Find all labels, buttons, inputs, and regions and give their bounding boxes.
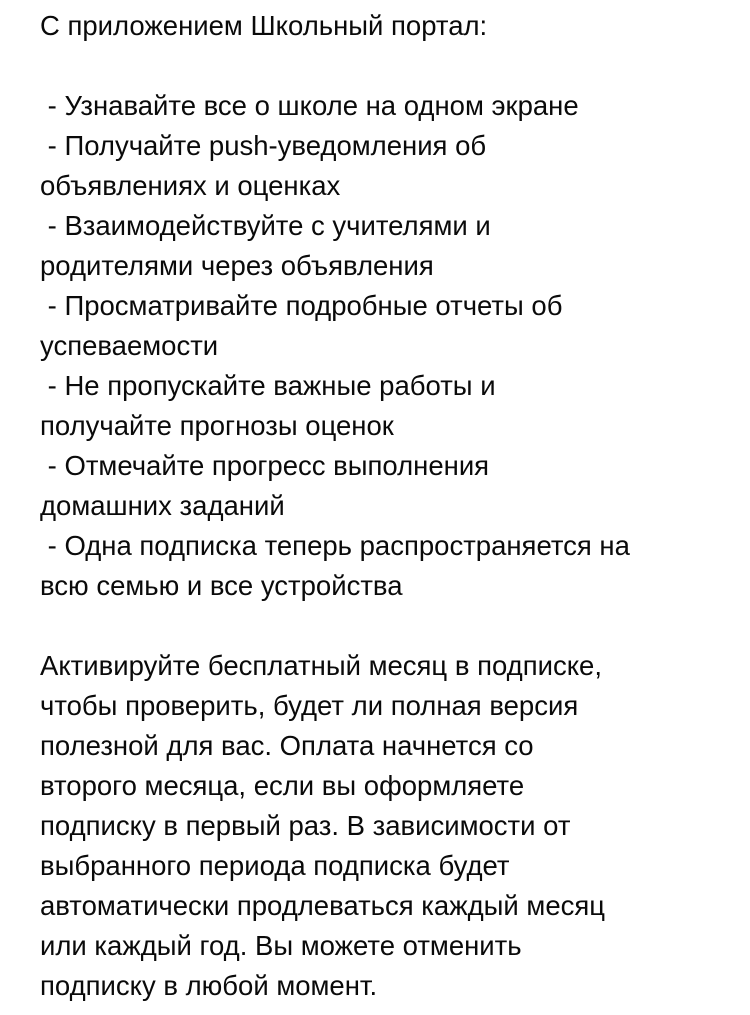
paragraph-line: Активируйте бесплатный месяц в подписке, (40, 650, 602, 681)
feature-line: - Отмечайте прогресс выполнения (40, 450, 490, 481)
feature-item (40, 286, 720, 366)
paragraph-line: второго месяца, если вы оформляете (40, 770, 525, 801)
paragraph-line: или каждый год. Вы можете отменить (40, 930, 522, 961)
feature-item (40, 526, 720, 606)
feature-line: успеваемости (40, 330, 219, 361)
feature-item (40, 206, 720, 286)
feature-line: - Взаимодействуйте с учителями и (40, 210, 491, 241)
blank-line (40, 606, 720, 646)
paragraph-line: полезной для вас. Оплата начнется со (40, 730, 534, 761)
feature-line: объявлениях и оценках (40, 170, 341, 201)
feature-line: получайте прогнозы оценок (40, 410, 394, 441)
feature-line: домашних заданий (40, 490, 285, 521)
feature-item (40, 446, 720, 526)
app-description (40, 6, 720, 1006)
feature-line: - Просматривайте подробные отчеты об (40, 290, 563, 321)
paragraph-line: чтобы проверить, будет ли полная версия (40, 690, 579, 721)
blank-line (40, 46, 720, 86)
subscription-paragraph (40, 646, 720, 1006)
paragraph-line: автоматически продлеваться каждый месяц (40, 890, 606, 921)
feature-line: - Получайте push-уведомления об (40, 130, 487, 161)
paragraph-line: выбранного периода подписка будет (40, 850, 510, 881)
feature-line: родителями через объявления (40, 250, 434, 281)
feature-line: - Не пропускайте важные работы и (40, 370, 496, 401)
feature-item (40, 366, 720, 446)
feature-item (40, 126, 720, 206)
feature-line: - Узнавайте все о школе на одном экране (40, 90, 579, 121)
intro-text: С приложением Школьный портал: (40, 10, 488, 41)
feature-item (40, 86, 720, 126)
paragraph-line: подписку в любой момент. (40, 970, 378, 1001)
paragraph-line: подписку в первый раз. В зависимости от (40, 810, 571, 841)
feature-line: всю семью и все устройства (40, 570, 403, 601)
feature-line: - Одна подписка теперь распространяется на (40, 530, 630, 561)
